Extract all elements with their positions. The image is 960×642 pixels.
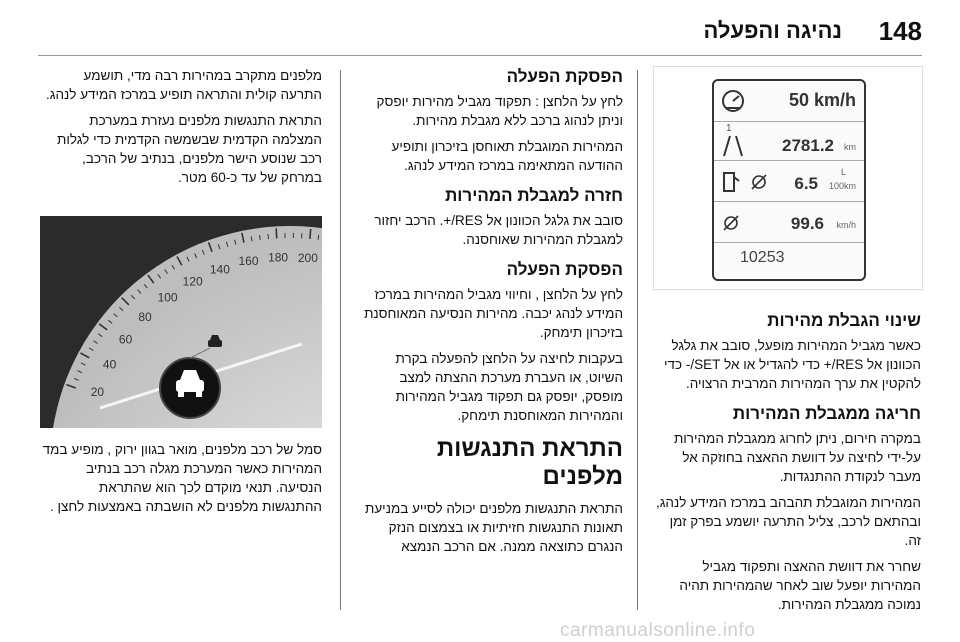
column-middle [355,66,623,563]
odometer-unit: km [844,142,856,152]
gauge-tick-label: 80 [138,310,152,324]
lcd-row-fuel [714,161,864,202]
fuel-consumption-value: 6.5 [794,174,818,193]
paragraph-forward-collision: התראת התנגשות מלפנים יכולה לסייע במניעת תאונות התנגשות חזיתיות או בצמצום הנזק הנגרם כתוצאה ממנה. אם הרכב הנמצא [365,501,623,554]
page-header [0,0,960,56]
gauge-tick-label: 20 [90,384,105,399]
limit-speed: 50 km/h [788,90,856,110]
paragraph-exceed-3: שחרר את דוושת ההאצה ותפקוד מגביל המהירות יופעל שוב לאחר שהמהירות תהיה נמוכה ממגבלת המהירות. [679,559,921,612]
paragraph-left-top-1: מלפנים מתקרב במהירות רבה מדי, תושמע התרעה קולית והתראה תופיע במרכז המידע לנהג. [46,68,322,102]
heading-exceed-limit: חריגה ממגבלת המהירות [732,404,921,423]
gauge-tick-label: 140 [209,262,230,277]
heading-forward-collision-alert: התראת התנגשות מלפנים [436,435,623,490]
gauge-tick-mark [276,228,277,238]
fuel-pump-icon [722,169,742,193]
gauge-tick-label: 40 [102,357,117,372]
lcd-row-avg-speed [714,202,864,243]
paragraph-exceed-1: במקרה חירום, ניתן לחרוג ממגבלת המהירות על-ידי לחיצה על דוושת ההאצה בחוזקה אל מעבר לנקודת ההתנגדות. [673,431,921,484]
gauge-tick-label: 100 [157,290,178,305]
lcd-row-total [714,243,864,277]
column-divider-left [340,70,341,610]
gauge-tick-label: 180 [268,250,289,265]
average-speed-value: 99.6 [790,214,824,233]
paragraph-pause-2: לחץ על הלחצן , וחיווי מגביל המהירות במרכז המידע לנהג יכבה. מהירות הנסיעה המאוחסנת בזיכרון תימחק. [364,287,623,340]
average-speed-icon [722,214,740,232]
heading-pause-2: הפסקת הפעלה [506,260,623,279]
road-icon [720,134,746,158]
paragraph-exceed-2: המהירות המוגבלת תהבהב במרכז המידע לנהג, ובהתאם לרכב, צליל התרעה יושמע בפרק זמן זה. [655,495,921,548]
average-symbol-icon [750,173,768,191]
paragraph-pause-2b: בעקבות לחיצה על הלחצן להפעלה בקרת השיוט, או העברת מערכת ההצתה למצב מופסק, יופסק גם תפקוד מגביל המהירות והמהירות המאוחסנת תימחק. [395,351,623,423]
paragraph-pause-1b: המהירות המוגבלת תאוחסן בזיכרון ותופיע ההודעה המתאימה במרכז המידע לנהג. [391,139,623,173]
column-right [653,300,921,621]
heading-change-limit: שינוי הגבלת מהירות [767,311,921,330]
running-title: נהיגה והפעלה [703,18,842,43]
column-left [40,66,322,194]
speed-limiter-icon [720,88,746,114]
total-distance: 10253 [740,249,785,266]
paragraph-left-bottom: סמל של רכב מלפנים, מואר בגוון ירוק , מופיע במד המהירות כאשר המערכת מגלה רכב בנתיב הנסיעה. תנאי מוקדם לכך הוא שהתראת ההתנגשות מלפנים לא הושבתה באמצעות לחצן . [42,442,322,514]
gauge-tick-label: 200 [297,250,318,265]
gauge-tick-mark [260,235,261,240]
speedometer-image [40,216,322,428]
paragraph-change-limit: כאשר מגביל המהירות מופעל, סובב את גלגל הכוונון אל RES/+ כדי להגדיל או אל SET/- כדי להקטין את ערך המהירות המרבית הרצויה. [664,338,921,391]
lcd-screen [712,79,866,281]
average-speed-unit: km/h [836,220,856,230]
gauge-tick-mark [318,235,319,240]
trip-number: 1 [726,123,732,134]
paragraph-return-limit: סובב את גלגל הכוונון אל RES/+. הרכב יחזור למגבלת המהירות שאוחסנה. [374,213,623,247]
column-divider-right [637,70,638,610]
gauge-tick-mark [310,229,311,239]
lcd-row-speed [714,81,864,122]
gauge-tick-label: 160 [238,254,259,269]
page-number: 148 [878,16,922,46]
lcd-row-trip [714,122,864,161]
watermark: carmanualsonline.info [560,620,756,641]
heading-pause-1: הפסקת הפעלה [506,67,623,86]
odometer-value: 2781.2 [782,136,834,155]
gauge-tick-label: 120 [182,274,203,289]
paragraph-pause-1: לחץ על הלחצן : תפקוד מגביל מהירות יופסק וניתן לנהוג ברכב ללא מגבלת מהירות. [376,94,623,128]
speedometer-svg [40,216,322,428]
gauge-tick-mark [268,234,269,239]
paragraph-left-top-2: התראת התנגשות מלפנים נעזרת במערכת המצלמה הקדמית שבשמשה הקדמית כדי לגלות רכב שנוסע הישר מלפנים, בנתיב של הרכב, במרחק של עד כ-60 מטר. [57,113,322,185]
header-rule [38,55,922,56]
gauge-tick-label: 60 [118,332,133,347]
heading-return-limit: חזרה למגבלת המהירות [445,186,623,205]
column-left-bottom [40,440,322,523]
cluster-display-image [653,66,923,290]
fuel-unit-bottom: 100km [828,181,856,191]
fuel-unit-top: L [840,167,846,177]
